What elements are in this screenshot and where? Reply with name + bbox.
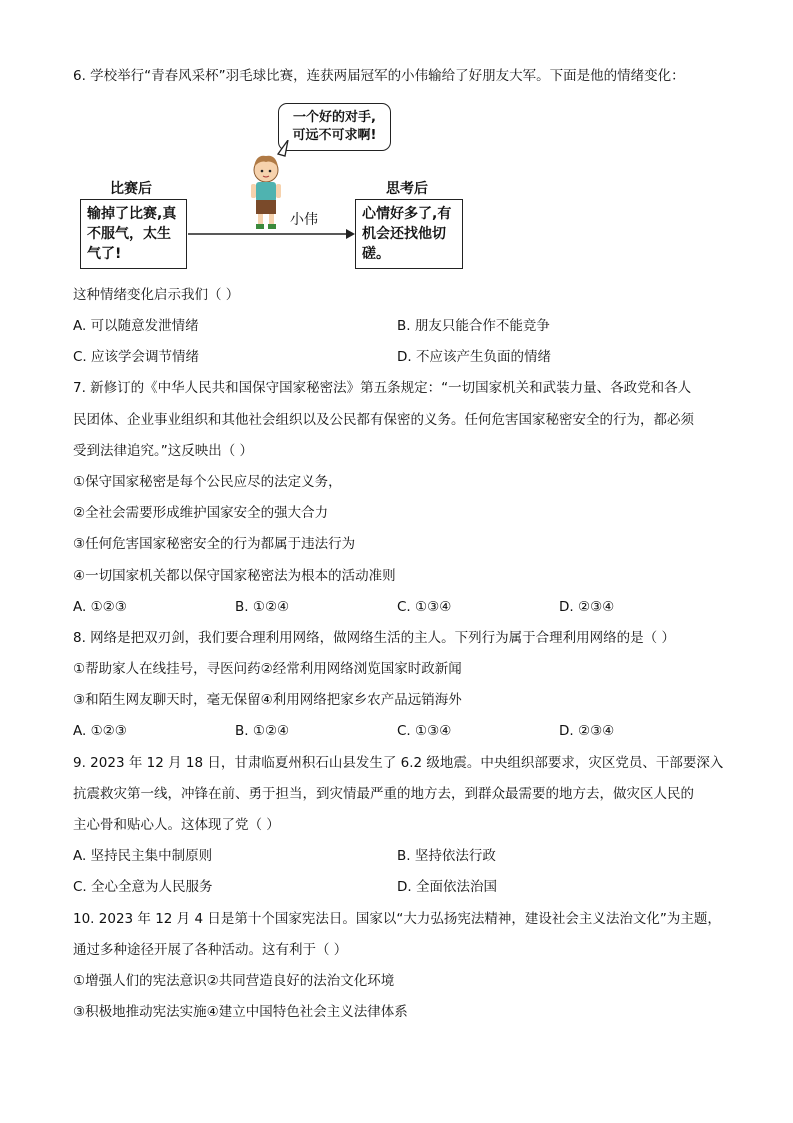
- q7-item-1: ①保守国家秘密是每个公民应尽的法定义务，: [73, 474, 342, 490]
- q7-line-2: 民团体、企业事业组织和其他社会组织以及公民都有保密的义务。任何危害国家秘密安全的行为，都必须: [73, 412, 694, 428]
- q8-item-2: ③和陌生网友聊天时，毫无保留④利用网络把家乡农产品远销海外: [73, 692, 462, 708]
- bubble-line-1: 一个好的对手,: [293, 110, 376, 125]
- q9-option-b[interactable]: B. 坚持依法行政: [397, 848, 496, 864]
- q7-option-a[interactable]: A. ①②③: [73, 599, 127, 615]
- q7-line-3: 受到法律追究。”这反映出（ ）: [73, 443, 254, 459]
- bubble-line-2: 可远不可求啊!: [292, 128, 377, 143]
- left-box: [80, 199, 187, 269]
- left-line-3: 气了!: [87, 246, 122, 262]
- q6-option-d[interactable]: D. 不应该产生负面的情绪: [397, 349, 551, 365]
- q10-item-2: ③积极地推动宪法实施④建立中国特色社会主义法律体系: [73, 1004, 408, 1020]
- q6-ask: 这种情绪变化启示我们（ ）: [73, 287, 240, 303]
- q8-option-d[interactable]: D. ②③④: [559, 723, 615, 739]
- q10-item-1: ①增强人们的宪法意识②共同营造良好的法治文化环境: [73, 973, 395, 989]
- q6-stem: 6. 学校举行“青春风采杯”羽毛球比赛，连获两届冠军的小伟输给了好朋友大军。下面是他的情绪变化：: [73, 68, 685, 84]
- q8-item-1: ①帮助家人在线挂号，寻医问药②经常利用网络浏览国家时政新闻: [73, 661, 462, 677]
- right-label: 思考后: [386, 181, 428, 197]
- left-line-2: 不服气，太生: [87, 226, 171, 242]
- q7-option-d[interactable]: D. ②③④: [559, 599, 615, 615]
- q7-item-3: ③任何危害国家秘密安全的行为都属于违法行为: [73, 536, 356, 552]
- q8-stem: 8. 网络是把双刃剑，我们要合理利用网络，做网络生活的主人。下列行为属于合理利用网络的是（ ）: [73, 630, 675, 646]
- q9-option-c[interactable]: C. 全心全意为人民服务: [73, 879, 213, 895]
- q6-option-a[interactable]: A. 可以随意发泄情绪: [73, 318, 199, 334]
- left-line-1: 输掉了比赛,真: [87, 206, 177, 222]
- q9-line-1: 9. 2023 年 12 月 18 日，甘肃临夏州积石山县发生了 6.2 级地震。中央组织部要求，灾区党员、干部要深入: [73, 755, 724, 771]
- q8-option-a[interactable]: A. ①②③: [73, 723, 127, 739]
- right-line-3: 磋。: [362, 246, 390, 262]
- q8-option-c[interactable]: C. ①③④: [397, 723, 452, 739]
- q8-option-b[interactable]: B. ①②④: [235, 723, 290, 739]
- person-label: 小伟: [290, 212, 318, 228]
- q7-item-4: ④一切国家机关都以保守国家秘密法为根本的活动准则: [73, 568, 396, 584]
- q7-item-2: ②全社会需要形成维护国家安全的强大合力: [73, 505, 329, 521]
- q9-option-a[interactable]: A. 坚持民主集中制原则: [73, 848, 213, 864]
- arrow-right-icon: [188, 228, 356, 240]
- bubble-tail: [278, 140, 288, 156]
- q6-option-c[interactable]: C. 应该学会调节情绪: [73, 349, 200, 365]
- q6-option-b[interactable]: B. 朋友只能合作不能竞争: [397, 318, 550, 334]
- q10-line-1: 10. 2023 年 12 月 4 日是第十个国家宪法日。国家以“大力弘扬宪法精神，建设社会主义法治文化”为主题，: [73, 911, 721, 927]
- right-line-1: 心情好多了,有: [362, 206, 452, 222]
- boy-shirt: [256, 182, 276, 202]
- right-box: [355, 199, 463, 269]
- q10-line-2: 通过多种途径开展了各种活动。这有利于（ ）: [73, 942, 348, 958]
- q7-line-1: 7. 新修订的《中华人民共和国保守国家秘密法》第五条规定：“一切国家机关和武装力量、各政党和各人: [73, 380, 692, 396]
- q7-option-b[interactable]: B. ①②④: [235, 599, 290, 615]
- q9-option-d[interactable]: D. 全面依法治国: [397, 879, 497, 895]
- boy-shorts: [256, 200, 276, 214]
- q7-option-c[interactable]: C. ①③④: [397, 599, 452, 615]
- right-line-2: 机会还找他切: [362, 226, 446, 242]
- left-label: 比赛后: [110, 181, 152, 197]
- q9-line-2: 抗震救灾第一线，冲锋在前、勇于担当，到灾情最严重的地方去，到群众最需要的地方去，做灾区人民的: [73, 786, 694, 802]
- q9-line-3: 主心骨和贴心人。这体现了党（ ）: [73, 817, 280, 833]
